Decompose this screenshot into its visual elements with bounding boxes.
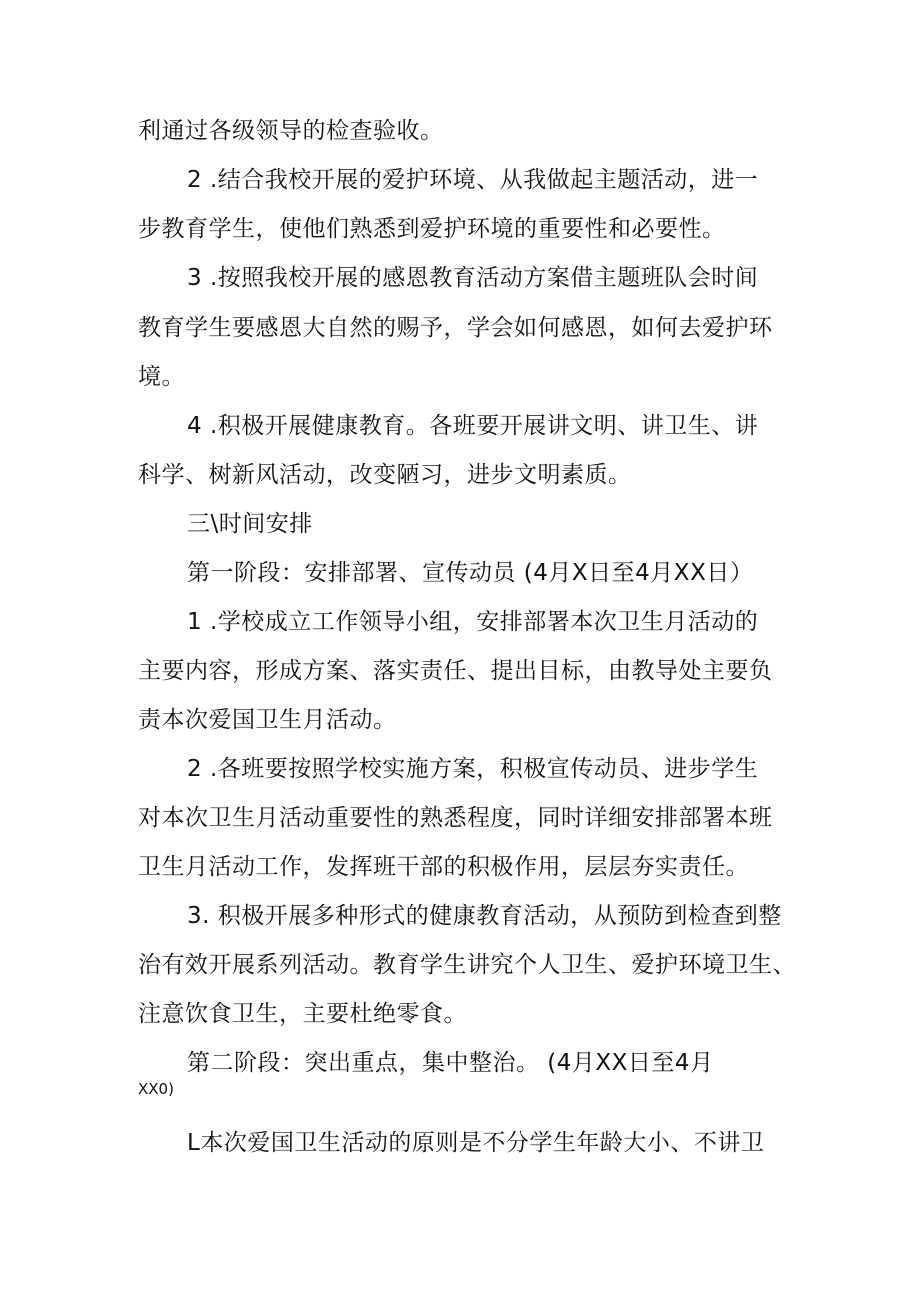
text-line: 教育学生要感恩大自然的赐予，学会如何感恩，如何去爱护环 xyxy=(138,315,773,341)
text-line: 境。 xyxy=(138,364,185,390)
paragraph-item-3-line: 3 .按照我校开展的感恩教育活动方案借主题班队会时间 xyxy=(187,265,759,291)
text-line: 利通过各级领导的检查验收。 xyxy=(138,118,444,144)
paragraph-item-1-line: 1 .学校成立工作领导小组，安排部署本次卫生月活动的 xyxy=(187,609,759,635)
stage-one-heading: 第一阶段：安排部署、宣传动员 (4月X日至4月XX日） xyxy=(187,560,754,586)
paragraph-item-4-line: 4 .积极开展健康教育。各班要开展讲文明、讲卫生、讲 xyxy=(187,413,759,439)
text-line: 步教育学生，使他们熟悉到爱护环境的重要性和必要性。 xyxy=(138,216,726,242)
paragraph-item-2-line: 2 .结合我校开展的爱护环境、从我做起主题活动，进一 xyxy=(187,167,759,193)
paragraph-item-3-line: 3. 积极开展多种形式的健康教育活动，从预防到检查到整 xyxy=(187,903,782,929)
text-line: 卫生月活动工作，发挥班干部的积极作用，层层夯实责任。 xyxy=(138,854,749,880)
paragraph-item-1-line: L本次爱国卫生活动的原则是不分学生年龄大小、不讲卫 xyxy=(187,1130,765,1156)
text-line: 科学、树新风活动，改变陋习，进步文明素质。 xyxy=(138,462,632,488)
stage-two-date-continuation: XX0) xyxy=(138,1080,174,1098)
paragraph-item-2-line: 2 .各班要按照学校实施方案，积极宣传动员、进步学生 xyxy=(187,756,759,782)
stage-two-heading: 第二阶段：突出重点，集中整治。 (4月XX日至4月 xyxy=(187,1050,714,1076)
text-line: 治有效开展系列活动。教育学生讲究个人卫生、爱护环境卫生、 xyxy=(138,952,796,978)
text-line: 注意饮食卫生，主要杜绝零食。 xyxy=(138,1001,467,1027)
text-line: 责本次爱国卫生月活动。 xyxy=(138,707,397,733)
text-line: 主要内容，形成方案、落实责任、提出目标，由教导处主要负 xyxy=(138,658,773,684)
text-line: 对本次卫生月活动重要性的熟悉程度，同时详细安排部署本班 xyxy=(138,805,773,831)
section-heading: 三\时间安排 xyxy=(187,511,313,537)
